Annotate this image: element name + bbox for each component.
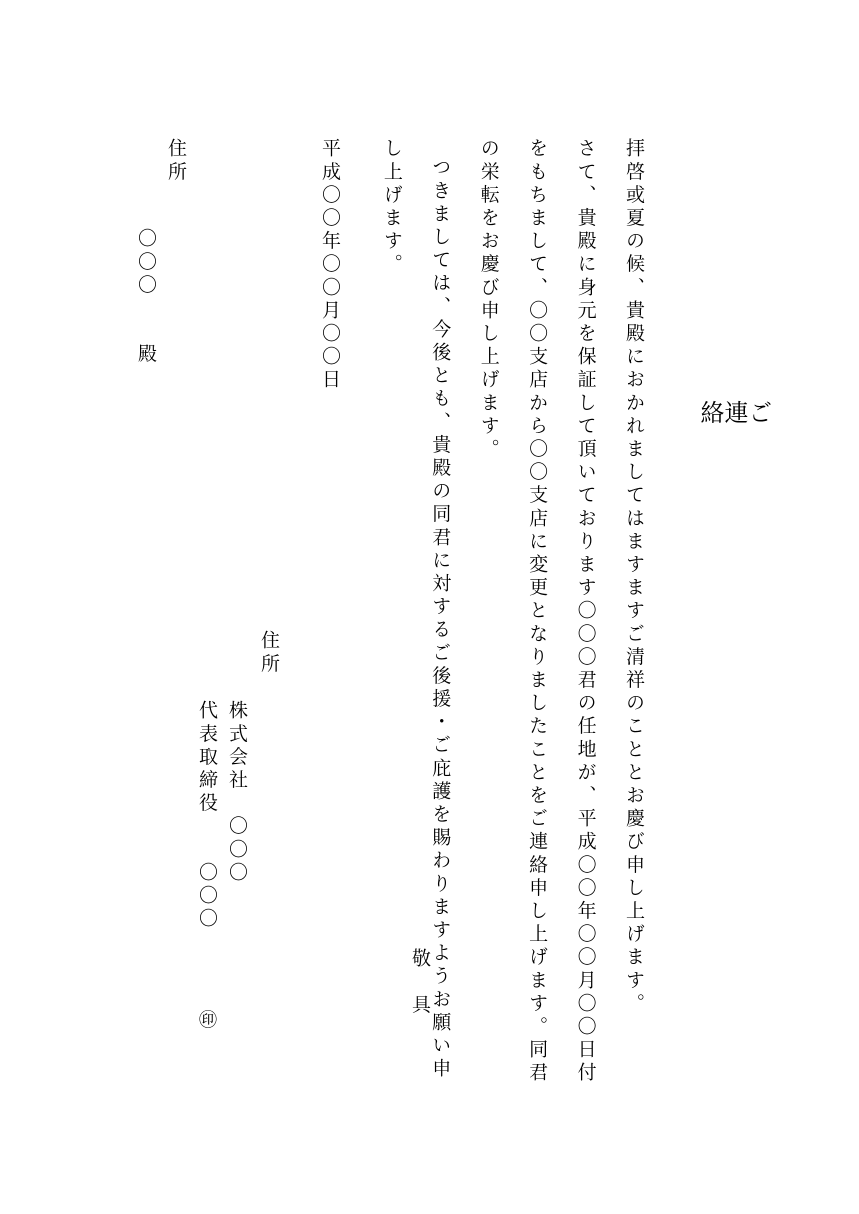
title-char-2: 連	[720, 400, 748, 424]
title-char-1: ご	[744, 400, 772, 424]
sender-address-label: 住所	[258, 630, 280, 677]
recipient-address-label: 住所	[165, 138, 187, 185]
seal-icon: ㊞	[196, 1010, 217, 1028]
body-paragraph-request: つきましては、今後とも、貴殿の同君に対するご後援・ご庇護を賜わりますようお願い申し上げます。	[380, 138, 452, 1081]
recipient-name: 〇〇〇 殿	[135, 228, 157, 367]
closing-remark: 敬 具	[409, 948, 431, 1018]
title-char-3: 絡	[696, 400, 724, 424]
sender-company: 株式会社 〇〇〇	[226, 700, 248, 885]
sender-representative: 代表取締役 〇〇〇	[196, 700, 218, 931]
letter-title	[698, 400, 770, 444]
body-paragraph-notice: さて、貴殿に身元を保証して頂いております〇〇〇君の任地が、平成〇〇年〇〇月〇〇日付をもちまして、〇〇支店から〇〇支店に変更となりましたことをご連絡申し上げます。同君の栄転をお慶び申し上げます。	[477, 138, 597, 1086]
body-paragraph-greeting: 拝啓或夏の候、貴殿におかれましてはますますご清祥のこととお慶び申し上げます。	[623, 138, 645, 1016]
letter-date: 平成〇〇年〇〇月〇〇日	[319, 138, 341, 393]
